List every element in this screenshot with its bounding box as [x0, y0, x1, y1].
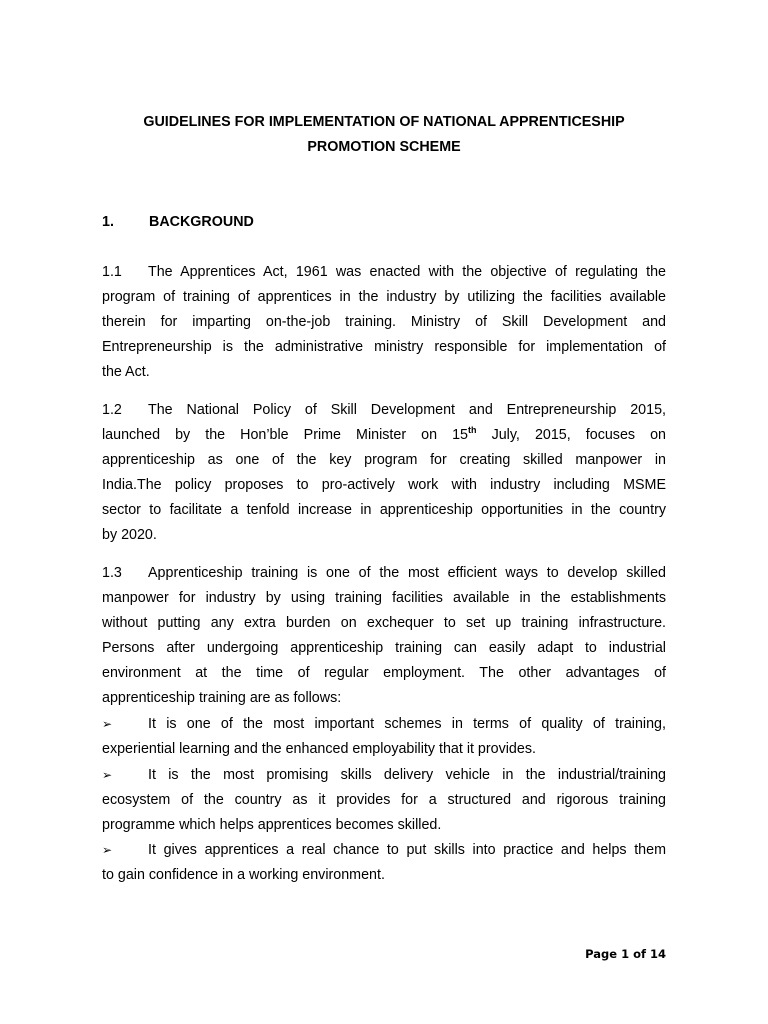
title-line-2: PROMOTION SCHEME: [307, 138, 461, 155]
paragraph-line: by 2020.: [102, 527, 157, 544]
section-title: BACKGROUND: [149, 214, 254, 230]
paragraph-number: 1.2: [102, 402, 122, 418]
paragraph-line: without putting any extra burden on exchequer to set up training infrastructure.: [102, 615, 666, 632]
section-heading: [102, 211, 254, 233]
paragraph-line: 1.3 Apprenticeship training is one of the most efficient ways to develop skilled: [102, 561, 666, 586]
paragraph-line: 1.1 The Apprentices Act, 1961 was enacted with the objective of regulating the: [102, 260, 666, 285]
arrow-bullet-icon: ➢: [102, 843, 113, 857]
bullet-line: experiential learning and the enhanced employability that it provides.: [102, 741, 536, 758]
superscript: th: [468, 425, 477, 436]
paragraph-line: therein for imparting on-the-job training. Ministry of Skill Development and: [102, 314, 666, 331]
paragraph-number: 1.3: [102, 565, 122, 581]
paragraph-line: the Act.: [102, 364, 150, 381]
paragraph-line: manpower for industry by using training facilities available in the establishments: [102, 590, 666, 607]
paragraph-line: program of training of apprentices in the industry by utilizing the facilities available: [102, 289, 666, 306]
page-number-footer: Page 1 of 14: [585, 947, 666, 961]
paragraph-number: 1.1: [102, 264, 122, 280]
paragraph-line: launched by the Hon’ble Prime Minister on 15th July, 2015, focuses on: [102, 425, 666, 444]
paragraph-line: Persons after undergoing apprenticeship training can easily adapt to industrial: [102, 640, 666, 657]
bullet-item: [102, 838, 666, 888]
paragraph-line: 1.2 The National Policy of Skill Development and Entrepreneurship 2015,: [102, 398, 666, 423]
bullet-item: [102, 712, 666, 762]
bullet-line: ecosystem of the country as it provides for a structured and rigorous training: [102, 792, 666, 809]
bullet-line: ➢ It is the most promising skills delivery vehicle in the industrial/training: [102, 763, 666, 788]
document-title: [102, 110, 666, 159]
title-line-1: GUIDELINES FOR IMPLEMENTATION OF NATIONAL APPRENTICESHIP: [143, 114, 625, 130]
paragraph-line: Entrepreneurship is the administrative ministry responsible for implementation of: [102, 339, 666, 356]
section-number: 1.: [102, 214, 114, 230]
paragraph-line: environment at the time of regular employment. The other advantages of: [102, 665, 666, 682]
bullet-line: programme which helps apprentices becomes skilled.: [102, 817, 442, 834]
arrow-bullet-icon: ➢: [102, 768, 113, 782]
arrow-bullet-icon: ➢: [102, 717, 113, 731]
paragraph-line: apprenticeship as one of the key program for creating skilled manpower in: [102, 452, 666, 469]
bullet-item: [102, 763, 666, 838]
paragraph-line: India.The policy proposes to pro-actively work with industry including MSME: [102, 477, 666, 494]
bullet-line: to gain confidence in a working environment.: [102, 867, 385, 884]
bullet-line: ➢ It gives apprentices a real chance to put skills into practice and helps them: [102, 838, 666, 863]
bullet-line: ➢ It is one of the most important schemes in terms of quality of training,: [102, 712, 666, 737]
paragraph-1-1: [102, 260, 666, 385]
paragraph-1-2: [102, 398, 666, 549]
paragraph-1-3: [102, 561, 666, 712]
paragraph-line: sector to facilitate a tenfold increase in apprenticeship opportunities in the country: [102, 502, 666, 519]
paragraph-line: apprenticeship training are as follows:: [102, 690, 342, 707]
